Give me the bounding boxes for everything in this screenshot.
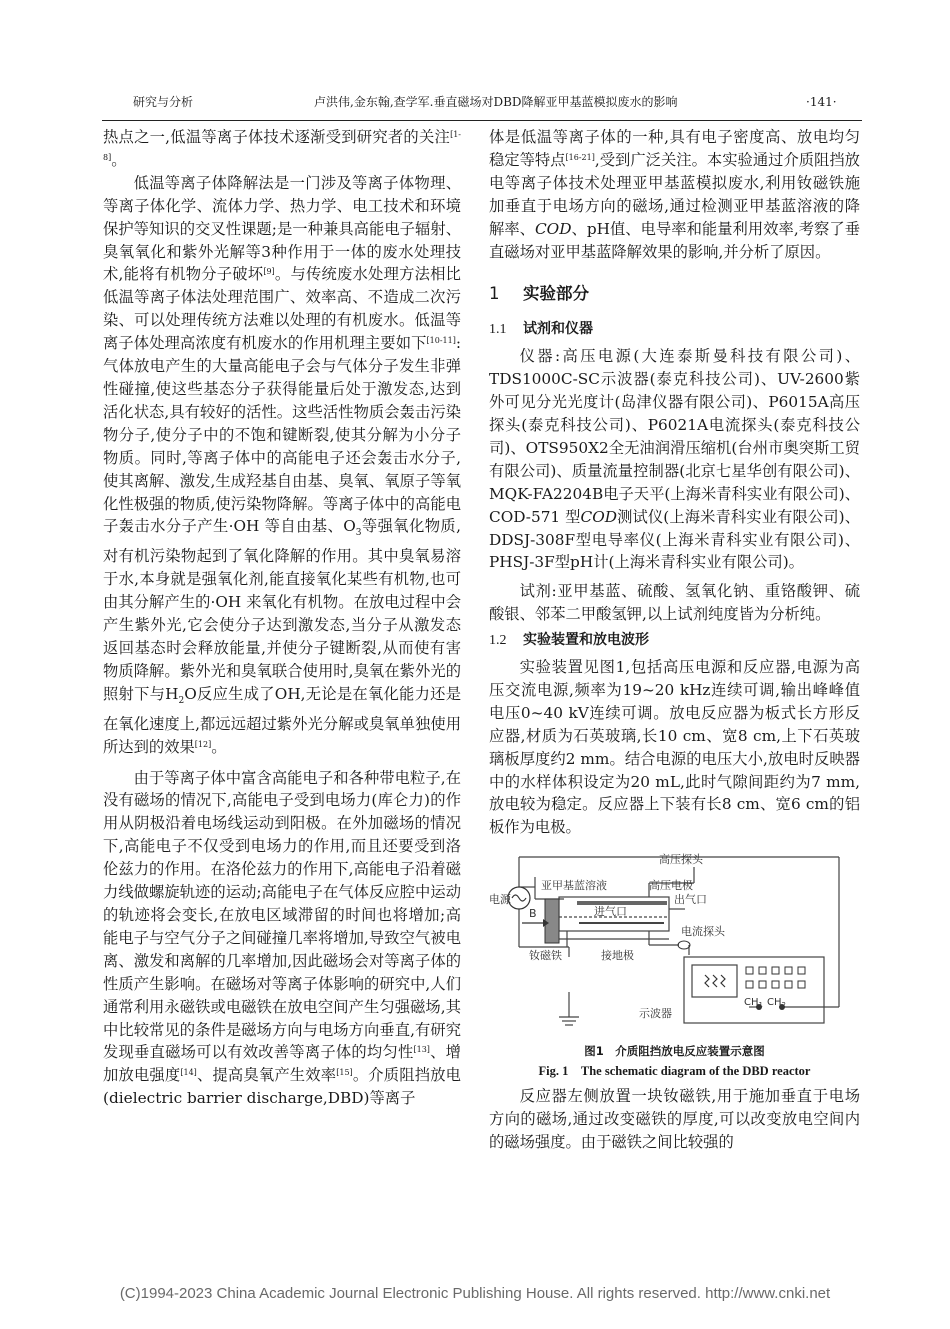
label-outlet: 出气口 bbox=[674, 893, 707, 907]
header-rule bbox=[102, 120, 862, 121]
label-ch1: $CH_1$ bbox=[744, 997, 763, 1010]
label-magnet: 钕磁铁 bbox=[529, 949, 562, 963]
section-heading-1: 1 实验部分 bbox=[489, 284, 589, 304]
magnet-block bbox=[545, 899, 559, 943]
right-column bbox=[489, 126, 860, 1154]
section-heading-1-1: 1.1 试剂和仪器 bbox=[489, 321, 593, 338]
label-current-probe: 电流探头 bbox=[681, 925, 725, 939]
current-probe-icon bbox=[678, 941, 690, 949]
label-b-field: B bbox=[529, 907, 537, 921]
label-hv-electrode: 高压电极 bbox=[649, 879, 693, 893]
figure-caption-en: Fig. 1 The schematic diagram of the DBD reactor bbox=[538, 1064, 811, 1079]
left-column bbox=[103, 126, 461, 1110]
paragraph-intro-continuation: 热点之一,低温等离子体技术逐渐受到研究者的关注[1-8]。 bbox=[103, 128, 461, 169]
figure-1-dbd-reactor bbox=[489, 847, 860, 1037]
paragraph-reagents: 试剂:亚甲基蓝、硫酸、氢氧化钠、重铬酸钾、硫酸银、邻苯二甲酸氢钾,以上试剂纯度皆为分析纯。 bbox=[489, 582, 860, 624]
label-inlet: 进气口 bbox=[594, 905, 627, 919]
paragraph-apparatus: 实验装置见图1,包括高压电源和反应器,电源为高压交流电源,频率为19~20 kHz连续可调,输出峰峰值电压0~40 kV连续可调。放电反应器为板式长方形反应器,材质为石英玻璃,长10 cm、宽8 cm,上下石英玻璃板厚度约2 mm。结合电源的电压大小,放电时反映器中的水样体积设定为20 mL,此时气隙间距约为7 mm,放电较为稳定。反应器上下装有长8 cm、宽6 cm的铝板作为电极。 bbox=[489, 658, 860, 837]
label-oscilloscope: 示波器 bbox=[639, 1007, 672, 1021]
running-header-citation: 卢洪伟,金东翰,查学军.垂直磁场对DBD降解亚甲基蓝模拟废水的影响 bbox=[314, 95, 678, 109]
label-hv-probe: 高压探头 bbox=[659, 853, 703, 867]
page-number: ·141· bbox=[806, 95, 837, 109]
section-heading-1-2: 1.2 实验装置和放电波形 bbox=[489, 632, 649, 649]
figure-caption-zh: 图1 介质阻挡放电反应装置示意图 bbox=[584, 1044, 765, 1059]
label-ch2: $CH_2$ bbox=[767, 997, 786, 1010]
reactor-schematic bbox=[489, 847, 860, 1037]
paragraph-degradation-mechanism: 低温等离子体降解法是一门涉及等离子体物理、等离子体化学、流体力学、热力学、电工技术和环境保护等知识的交叉性课题;是一种兼具高能电子辐射、臭氧氧化和紫外光解等3种作用于一体的废水处理技术,能将有机物分子破坏[9]。与传统废水处理方法相比低温等离子体法处理范围广、效率高、不造成二次污染、可以处理传统方法难以处理的有机废水。低温等离子体处理高浓度有机废水的作用机理主要如下[10-11]:气体放电产生的大量高能电子会与气体分子发生非弹性碰撞,使这些基态分子获得能量后处于激发态,达到活化状态,具有较好的活性。这些活性物质会轰击污染物分子,使分子中的不饱和键断裂,使其分解为小分子物质。同时,等离子体中的高能电子还会轰击水分子,使其离解、激发,生成羟基自由基、臭氧、氧原子等氧化性极强的物质,使污染物降解。等离子体中的高能电子轰击水分子产生·OH 等自由基、$O_3$等强氧化物质,对有机污染物起到了氧化降解的作用。其中臭氧易溶于水,本身就是强氧化剂,能直接氧化某些有机物,也可由其分解产生的·OH 来氧化有机物。在放电过程中会产生紫外光,它会使分子达到激发态,当分子从激发态返回基态时会释放能量,并使分子键断裂,从而使有害物质降解。紫外光和臭氧联合使用时,臭氧在紫外光的照射下与$H_2O$反应生成了OH,无论是在氧化能力还是在氧化速度上,都远远超过紫外光分解或臭氧单独使用所达到的效果[12]。 bbox=[103, 173, 461, 756]
label-mb-solution: 亚甲基蓝溶液 bbox=[541, 879, 607, 893]
paragraph-magnet-placement: 反应器左侧放置一块钕磁铁,用于施加垂直于电场方向的磁场,通过改变磁铁的厚度,可以改变放电空间内的磁场强度。由于磁铁之间比较强的 bbox=[489, 1087, 860, 1152]
paragraph-instruments: 仪器:高压电源(大连泰斯曼科技有限公司)、TDS1000C-SC示波器(泰克科技公司)、UV-2600紫外可见分光光度计(岛津仪器有限公司)、P6015A高压探头(泰克科技公司)、P6021A电流探头(泰克科技公司)、OTS950X2全无油润滑压缩机(台州市奥突斯工贸有限公司)、质量流量控制器(北京七星华创有限公司)、MQK-FA2204B电子天平(上海米青科实业有限公司)、COD-571 型COD测试仪(上海米青科实业有限公司)、DDSJ-308F型电导率仪(上海米青科实业有限公司)、PHSJ-3F型pH计(上海米青科实业有限公司)。 bbox=[489, 347, 861, 572]
copyright-footer: (C)1994-2023 China Academic Journal Electronic Publishing House. All rights reserved. http://www.cnki.net bbox=[119, 1285, 831, 1302]
label-power: 电源 bbox=[489, 893, 511, 907]
paragraph-magnetic-field: 由于等离子体中富含高能电子和各种带电粒子,在没有磁场的情况下,高能电子受到电场力(库仑力)的作用从阴极沿着电场线运动到阳极。在外加磁场的情况下,高能电子不仅受到电场力的作用,而且还要受到洛伦兹力的作用。在洛伦兹力的作用下,高能电子沿着磁力线做螺旋轨迹的运动;高能电子在气体反应腔中运动的轨迹将会变长,在放电区域滞留的时间也将增加;高能电子与空气分子之间碰撞几率将增加,导致空气被电离、激发和离解的几率增加,因此磁场会对等离子体的性质产生影响。在磁场对等离子体影响的研究中,人们通常利用永磁铁或电磁铁在放电空间产生匀强磁场,其中比较常见的条件是磁场方向与电场方向垂直,有研究发现垂直磁场可以有效改善等离子体的均匀性[13]、增加放电强度[14]、提高臭氧产生效率[15]。介质阻挡放电(dielectric barrier discharge,DBD)等离子 bbox=[103, 768, 461, 1108]
paragraph-dbd-intro: 体是低温等离子体的一种,具有电子密度高、放电均匀稳定等特点[16-21],受到广泛关注。本实验通过介质阻挡放电等离子体技术处理亚甲基蓝模拟废水,利用钕磁铁施加垂直于电场方向的磁场,通过检测亚甲基蓝溶液的降解率、COD、pH值、电导率和能量利用效率,考察了垂直磁场对亚甲基蓝降解效果的影响,并分析了原因。 bbox=[489, 128, 860, 261]
label-ground-electrode: 接地极 bbox=[601, 949, 634, 963]
running-header-section: 研究与分析 bbox=[133, 95, 194, 109]
